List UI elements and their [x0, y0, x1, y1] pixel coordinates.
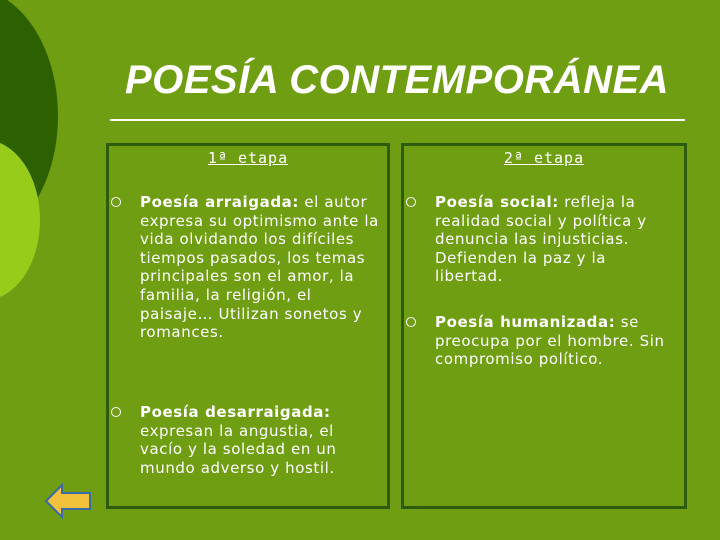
term-label: Poesía humanizada:	[435, 313, 616, 331]
term-description: expresan la angustia, el vacío y la soledad en un mundo adverso y hostil.	[140, 421, 337, 477]
list-item	[109, 403, 381, 477]
bullet-icon	[111, 407, 121, 417]
bullet-icon	[111, 197, 121, 207]
term-label: Poesía arraigada:	[140, 193, 299, 211]
list-item-text	[140, 403, 381, 477]
column-second-stage	[401, 143, 687, 509]
term-description: se preocupa por el hombre. Sin compromiso político.	[435, 313, 665, 369]
column-first-stage	[106, 143, 390, 509]
list-item-text	[435, 193, 678, 286]
list-item-text	[140, 193, 381, 342]
bullet-icon	[406, 197, 416, 207]
column-heading: 1ª etapa	[207, 149, 289, 167]
slide-title: POESÍA CONTEMPORÁNEA	[124, 58, 670, 102]
term-description: refleja la realidad social y política y denuncia las injusticias. Defienden la paz y la libertad.	[435, 193, 647, 286]
back-button[interactable]	[44, 483, 92, 519]
term-label: Poesía desarraigada:	[140, 403, 331, 421]
column-heading: 2ª etapa	[503, 149, 585, 167]
title-divider	[110, 119, 685, 121]
list-item	[404, 193, 678, 286]
list-item	[109, 193, 381, 342]
list-item-text	[435, 313, 678, 369]
bullet-icon	[406, 317, 416, 327]
term-label: Poesía social:	[435, 193, 559, 211]
term-description: el autor expresa su optimismo ante la vida olvidando los difíciles tiempos pasados, los temas principales son el amor, la familia, la religión, el paisaje… Utilizan sonetos y romances.	[140, 193, 379, 342]
arrow-left-icon	[44, 483, 92, 519]
list-item	[404, 313, 678, 369]
